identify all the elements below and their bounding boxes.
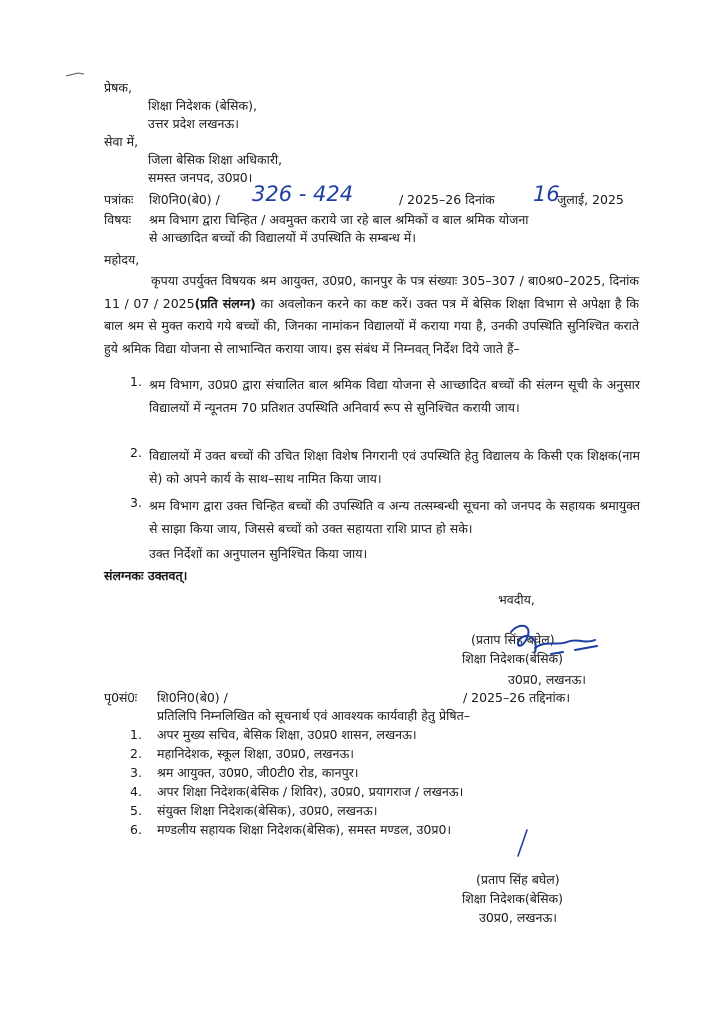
ref-year: / 2025–26 दिनांक (399, 192, 495, 207)
closing-greeting: भवदीय, (498, 592, 535, 607)
enclosure: संलग्नकः उक्तवत्। (104, 568, 188, 583)
directive-num: 1. (130, 374, 142, 389)
compliance-line: उक्त निर्देशों का अनुपालन सुनिश्चित किया जाय। (149, 546, 368, 561)
directive-num: 3. (130, 495, 142, 510)
copy-item-num: 3. (130, 765, 142, 780)
copy-item: मण्डलीय सहायक शिक्षा निदेशक(बेसिक), समस्त मण्डल, उ0प्र0। (157, 822, 452, 837)
directive-text: श्रम विभाग, उ0प्र0 द्वारा संचालित बाल श्रमिक विद्या योजना से आच्छादित बच्चों की संलग्न सूची के अनुसार विद्यालयों में न्यूनतम 70 प्रतिशत उपस्थिति अनिवार्य रूप से सुनिश्चित करायी जाय। (149, 377, 640, 415)
directive-item (130, 374, 640, 445)
copy-ref-date: / 2025–26 तद्दिनांक। (463, 690, 571, 705)
copy-item-num: 5. (130, 803, 142, 818)
copy-item: अपर मुख्य सचिव, बेसिक शिक्षा, उ0प्र0 शासन, लखनऊ। (157, 727, 417, 742)
copy-item-num: 6. (130, 822, 142, 837)
closing-name: (प्रताप सिंह बघेल) (471, 632, 555, 647)
copy-closing-place: उ0प्र0, लखनऊ। (479, 910, 558, 925)
copy-closing-designation: शिक्षा निदेशक(बेसिक) (462, 891, 564, 906)
subject-line2: से आच्छादित बच्चों की विद्यालयों में उपस्थिति के सम्बन्ध में। (149, 230, 416, 245)
copy-item-num: 2. (130, 746, 142, 761)
ref-handwritten-day: 16 (533, 182, 560, 206)
signature-mark (505, 618, 615, 668)
sender-line1: शिक्षा निदेशक (बेसिक), (148, 98, 257, 113)
recipient-line1: जिला बेसिक शिक्षा अधिकारी, (148, 152, 283, 167)
copy-item: संयुक्त शिक्षा निदेशक(बेसिक), उ0प्र0, लखनऊ। (157, 803, 378, 818)
ref-number-prefix: शि0नि0(बे0) / (149, 192, 220, 207)
copy-ref-number: शि0नि0(बे0) / (157, 690, 228, 705)
directive-num: 2. (130, 445, 142, 460)
directive-text: विद्यालयों में उक्त बच्चों की उचित शिक्षा विशेष निगरानी एवं उपस्थिति हेतु विद्यालय के किसी एक शिक्षक(नाम से) को अपने कार्य के साथ–साथ नामित किया जाय। (149, 448, 640, 486)
para1-part1: कृपया उपर्युक्त विषयक श्रम आयुक्त, उ0प्र0, कानपुर के पत्र संख्याः 305–307 / बा0श्र0–2025, दिनांक 11 / 07 / 2025 (104, 273, 639, 311)
directives-list (130, 374, 640, 540)
subject-line1: श्रम विभाग द्वारा चिन्हित / अवमुक्त कराये जा रहे बाल श्रमिकों व बाल श्रमिक योजना (149, 212, 529, 227)
ref-handwritten-number: 326 - 424 (252, 182, 354, 206)
para1-part2: का अवलोकन करने का कष्ट करें। उक्त पत्र में बेसिक शिक्षा विभाग से अपेक्षा है कि बाल श्रम से मुक्त कराये गये बच्चों की, जिनका नामांकन विद्यालयों में कराया गया है, उनकी उपस्थिति सुनिश्चित कराते हुये श्रमिक विद्या योजना से लाभान्वित कराया जाय। इस संबंध में निम्नवत् निर्देश दिये जाते हैं– (104, 295, 639, 356)
ref-label: पत्रांकः (104, 192, 134, 207)
copy-item-num: 4. (130, 784, 142, 799)
copy-item: अपर शिक्षा निदेशक(बेसिक / शिविर), उ0प्र0, प्रयागराज / लखनऊ। (157, 784, 464, 799)
subject-label: विषयः (104, 212, 132, 227)
ref-month-year: जुलाई, 2025 (557, 192, 624, 207)
recipient-label: सेवा में, (104, 134, 139, 149)
directive-item (130, 445, 640, 495)
sender-label: प्रेषक, (104, 80, 132, 95)
recipient-line2: समस्त जनपद, उ0प्र0। (148, 170, 253, 185)
directive-item (130, 495, 640, 540)
pen-mark (66, 72, 86, 78)
closing-designation: शिक्षा निदेशक(बेसिक) (462, 651, 564, 666)
body-paragraph (104, 270, 639, 360)
salutation: महोदय, (104, 252, 140, 267)
para1-bold: (प्रति संलग्न) (194, 295, 256, 311)
initial-mark (515, 828, 531, 858)
closing-place: उ0प्र0, लखनऊ। (508, 672, 587, 687)
copy-ref-label: पृ0सं0ः (104, 690, 138, 705)
copy-intro: प्रतिलिपि निम्नलिखित को सूचनार्थ एवं आवश्यक कार्यवाही हेतु प्रेषित– (157, 708, 470, 723)
copy-item-num: 1. (130, 727, 142, 742)
copy-closing-name: (प्रताप सिंह बघेल) (476, 872, 560, 887)
copy-item: महानिदेशक, स्कूल शिक्षा, उ0प्र0, लखनऊ। (157, 746, 355, 761)
sender-line2: उत्तर प्रदेश लखनऊ। (148, 116, 239, 131)
directive-text: श्रम विभाग द्वारा उक्त चिन्हित बच्चों की उपस्थिति व अन्य तत्सम्बन्धी सूचना को जनपद के सहायक श्रमायुक्त से साझा किया जाय, जिससे बच्चों को उक्त सहायता राशि प्राप्त हो सके। (149, 498, 640, 536)
copy-item: श्रम आयुक्त, उ0प्र0, जी0टी0 रोड, कानपुर। (157, 765, 359, 780)
